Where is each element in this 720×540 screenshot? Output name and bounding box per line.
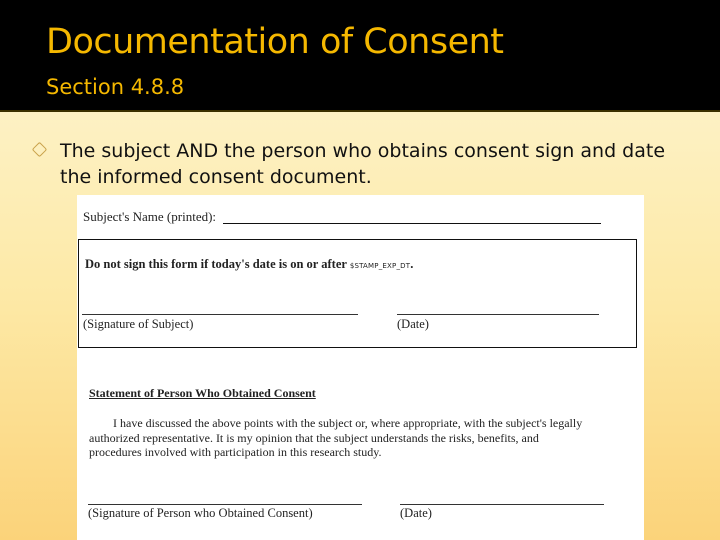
- subject-signature-line: [82, 314, 358, 315]
- warning-suffix: .: [410, 257, 414, 271]
- subject-name-line: [223, 223, 601, 224]
- subject-date-line: [397, 314, 599, 315]
- obtainer-signature-line: [88, 504, 362, 505]
- warning-stamp: $STAMP_EXP_DT: [349, 262, 411, 270]
- statement-body: [89, 416, 635, 460]
- subject-date-label: (Date): [397, 317, 429, 331]
- statement-line: I have discussed the above points with the subject or, where appropriate, with the subject's legally: [113, 416, 583, 430]
- subject-name-label: Subject's Name (printed):: [83, 209, 217, 224]
- consent-form-image: [77, 195, 644, 540]
- obtainer-date-label: (Date): [400, 506, 432, 520]
- obtainer-date-line: [400, 504, 604, 505]
- slide-subtitle: Section 4.8.8: [46, 75, 185, 99]
- statement-heading: Statement of Person Who Obtained Consent: [89, 386, 316, 400]
- warning-prefix: Do not sign this form if today's date is on or after: [85, 257, 347, 271]
- bullet-text: The subject AND the person who obtains consent sign and date the informed consent document.: [60, 140, 666, 188]
- subject-signature-label: (Signature of Subject): [83, 317, 194, 331]
- diamond-bullet-icon: [32, 142, 48, 158]
- slide-header: [0, 0, 720, 112]
- signature-box: [78, 239, 637, 348]
- statement-line: authorized representative. It is my opinion that the subject understands the risks, benefits, and: [89, 430, 539, 445]
- statement-line: procedures involved with participation in this research study.: [89, 445, 382, 459]
- expiry-warning: [85, 257, 413, 272]
- slide-title: Documentation of Consent: [46, 22, 504, 62]
- obtainer-signature-label: (Signature of Person who Obtained Consent): [88, 506, 313, 520]
